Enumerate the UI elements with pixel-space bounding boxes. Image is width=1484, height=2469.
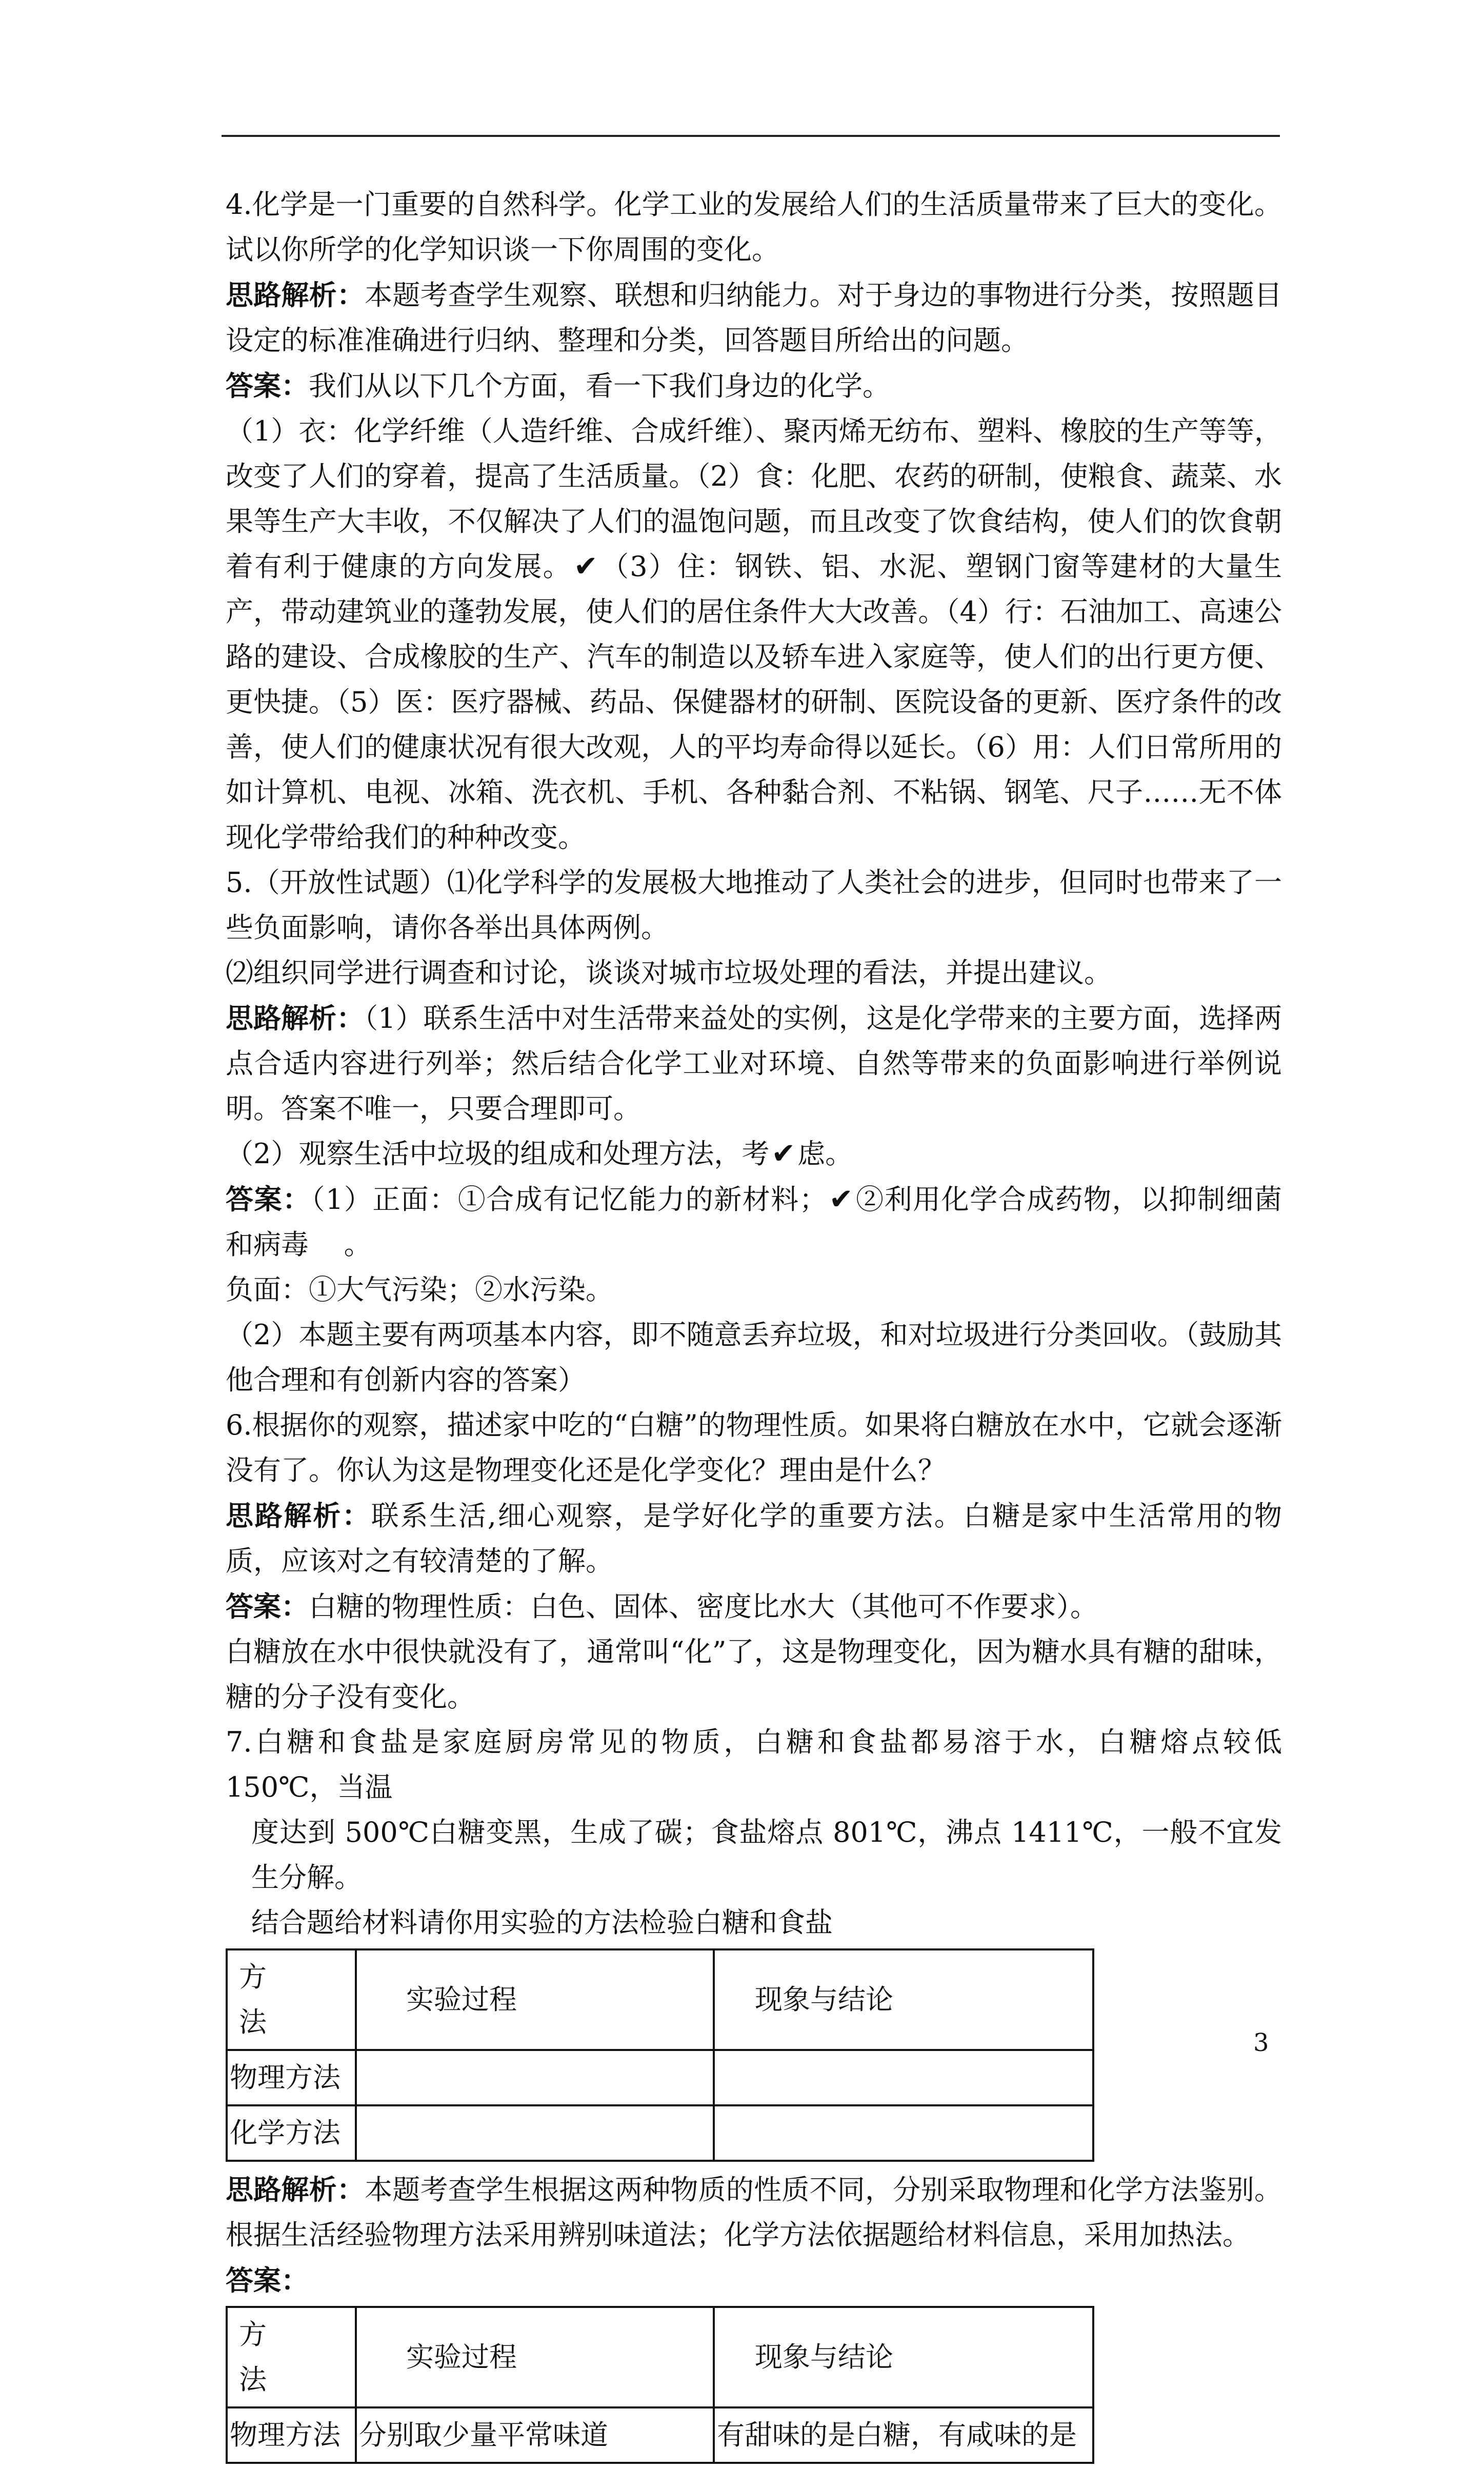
q7-analysis-text: 本题考查学生根据这两种物质的性质不同，分别采取物理和化学方法鉴别。根据生活经验物理方法采用辨别味道法；化学方法依据题给材料信息，采用加热法。 xyxy=(226,2174,1282,2251)
header-rule xyxy=(222,135,1280,137)
table-header-cell: 现象与结论 xyxy=(714,2307,1093,2407)
table-header-cell: 现象与结论 xyxy=(714,1949,1093,2050)
table-header-cell: 方 法 xyxy=(227,1949,356,2050)
q5-analysis-label: 思路解析： xyxy=(226,1002,365,1034)
q7-analysis xyxy=(226,2167,1282,2258)
table-cell: 物理方法 xyxy=(227,2050,356,2105)
q7-question-3: 结合题给材料请你用实验的方法检验白糖和食盐 xyxy=(251,1906,833,1939)
q7-question-table xyxy=(226,1948,1094,2162)
table-cell: 分别取少量平常味道 xyxy=(356,2407,714,2463)
table-row xyxy=(227,2050,1093,2105)
q7-answer-label: 答案： xyxy=(226,2264,309,2297)
table-cell: 化学方法 xyxy=(227,2105,356,2161)
table-row xyxy=(227,2407,1093,2463)
q4-answer-text: 我们从以下几个方面，看一下我们身边的化学。 xyxy=(309,370,890,402)
table-cell xyxy=(356,2050,714,2105)
q5-question-2: ⑵组织同学进行调查和讨论，谈谈对城市垃圾处理的看法，并提出建议。 xyxy=(226,957,1112,989)
q5-analysis xyxy=(226,995,1282,1131)
q6-answer-1 xyxy=(226,1584,1282,1629)
q5-analysis-2a: （2）观察生活中垃圾的组成和处理方法，考 xyxy=(226,1138,770,1170)
check-mark-icon: ✔ xyxy=(573,550,598,583)
table-header-cell: 实验过程 xyxy=(356,2307,714,2407)
check-mark-icon: ✔ xyxy=(829,1183,853,1216)
q6-answer-label: 答案： xyxy=(226,1590,309,1623)
table-cell xyxy=(714,2050,1093,2105)
q5-answer-1a: （1）正面：①合成有记忆能力的新材料； xyxy=(311,1183,827,1216)
q4-answer xyxy=(226,363,1282,409)
q4-answer-body xyxy=(226,409,1282,860)
table-header-cell: 实验过程 xyxy=(356,1949,714,2050)
table-header-row xyxy=(227,2307,1093,2407)
q4-analysis-label: 思路解析： xyxy=(226,278,365,311)
q5-answer-label: 答案： xyxy=(226,1183,311,1216)
table-cell xyxy=(356,2105,714,2161)
q7-question-2: 度达到 500℃白糖变黑，生成了碳；食盐熔点 801℃，沸点 1411℃，一般不宜发生分解。 xyxy=(251,1816,1282,1894)
q4-analysis xyxy=(226,272,1282,363)
table-cell xyxy=(714,2105,1093,2161)
q7-answer-table xyxy=(226,2306,1094,2464)
table-cell: 物理方法 xyxy=(227,2407,356,2463)
table-header-row xyxy=(227,1949,1093,2050)
table-row xyxy=(227,2105,1093,2161)
table-cell: 有甜味的是白糖，有咸味的是 xyxy=(714,2407,1093,2463)
q6-analysis xyxy=(226,1493,1282,1584)
q4-answer-label: 答案： xyxy=(226,369,309,402)
check-mark-icon: ✔ xyxy=(771,1137,796,1170)
q6-analysis-label: 思路解析： xyxy=(226,1499,371,1532)
q5-answer-1c: 。 xyxy=(344,1228,372,1261)
q4-answer-body-a: （1）衣：化学纤维（人造纤维、合成纤维）、聚丙烯无纺布、塑料、橡胶的生产等等，改变了人们的穿着，提高了生活质量。（2）食：化肥、农药的研制，使粮食、蔬菜、水果等生产大丰收，不仅解决了人们的温饱问题，而且改变了饮食结构，使人们的饮食朝着有利于健康的方向发展。 xyxy=(226,415,1282,583)
q4-analysis-text: 本题考查学生观察、联想和归纳能力。对于身边的事物进行分类，按照题目设定的标准准确进行归纳、整理和分类，回答题目所给出的问题。 xyxy=(226,279,1282,356)
q6-question: 6.根据你的观察，描述家中吃的“白糖”的物理性质。如果将白糖放在水中，它就会逐渐没有了。你认为这是物理变化还是化学变化？理由是什么？ xyxy=(226,1409,1282,1486)
page-number: 3 xyxy=(1253,2028,1269,2057)
q5-answer-2: （2）本题主要有两项基本内容，即不随意丢弃垃圾，和对垃圾进行分类回收。（鼓励其他合理和有创新内容的答案） xyxy=(226,1319,1282,1396)
page-content xyxy=(226,182,1282,2469)
q5-analysis-1: （1）联系生活中对生活带来益处的实例，这是化学带来的主要方面，选择两点合适内容进行列举；然后结合化学工业对环境、自然等带来的负面影响进行举例说明。答案不唯一，只要合理即可。 xyxy=(226,1002,1282,1125)
q6-analysis-text: 联系生活,细心观察，是学好化学的重要方法。白糖是家中生活常用的物质，应该对之有较清楚的了解。 xyxy=(226,1500,1282,1577)
q5-answer-negative: 负面：①大气污染；②水污染。 xyxy=(226,1273,613,1306)
q4-answer-body-b: （3）住：钢铁、铝、水泥、塑钢门窗等建材的大量生产，带动建筑业的蓬勃发展，使人们的居住条件大大改善。（4）行：石油加工、高速公路的建设、合成橡胶的生产、汽车的制造以及轿车进入家庭等，使人们的出行更方便、更快捷。（5）医：医疗器械、药品、保健器材的研制、医院设备的更新、医疗条件的改善，使人们的健康状况有很大改观，人的平均寿命得以延长。（6）用：人们日常所用的如计算机、电视、冰箱、洗衣机、手机、各种黏合剂、不粘锅、钢笔、尺子……无不体现化学带给我们的种种改变。 xyxy=(226,550,1282,853)
q5-answer-1 xyxy=(226,1177,1282,1267)
q6-answer-1-text: 白糖的物理性质：白色、固体、密度比水大（其他可不作要求）。 xyxy=(309,1590,1098,1623)
q4-question: 4.化学是一门重要的自然科学。化学工业的发展给人们的生活质量带来了巨大的变化。试以你所学的化学知识谈一下你周围的变化。 xyxy=(226,188,1282,266)
q5-analysis-2 xyxy=(226,1131,1282,1177)
table-header-cell: 方 法 xyxy=(227,2307,356,2407)
q5-analysis-2b: 虑。 xyxy=(797,1138,853,1170)
q7-analysis-label: 思路解析： xyxy=(226,2173,365,2206)
q7-question-1: 7.白糖和食盐是家庭厨房常见的物质，白糖和食盐都易溶于水，白糖熔点较低 150℃，当温 xyxy=(226,1726,1282,1803)
q6-answer-2: 白糖放在水中很快就没有了，通常叫“化”了，这是物理变化，因为糖水具有糖的甜味，糖的分子没有变化。 xyxy=(226,1636,1282,1713)
q5-answer-1b: ②利用化学合成药物，以抑制细菌和病毒 xyxy=(226,1183,1282,1261)
q5-question-1: 5.（开放性试题）⑴化学科学的发展极大地推动了人类社会的进步，但同时也带来了一些负面影响，请你各举出具体两例。 xyxy=(226,866,1282,944)
